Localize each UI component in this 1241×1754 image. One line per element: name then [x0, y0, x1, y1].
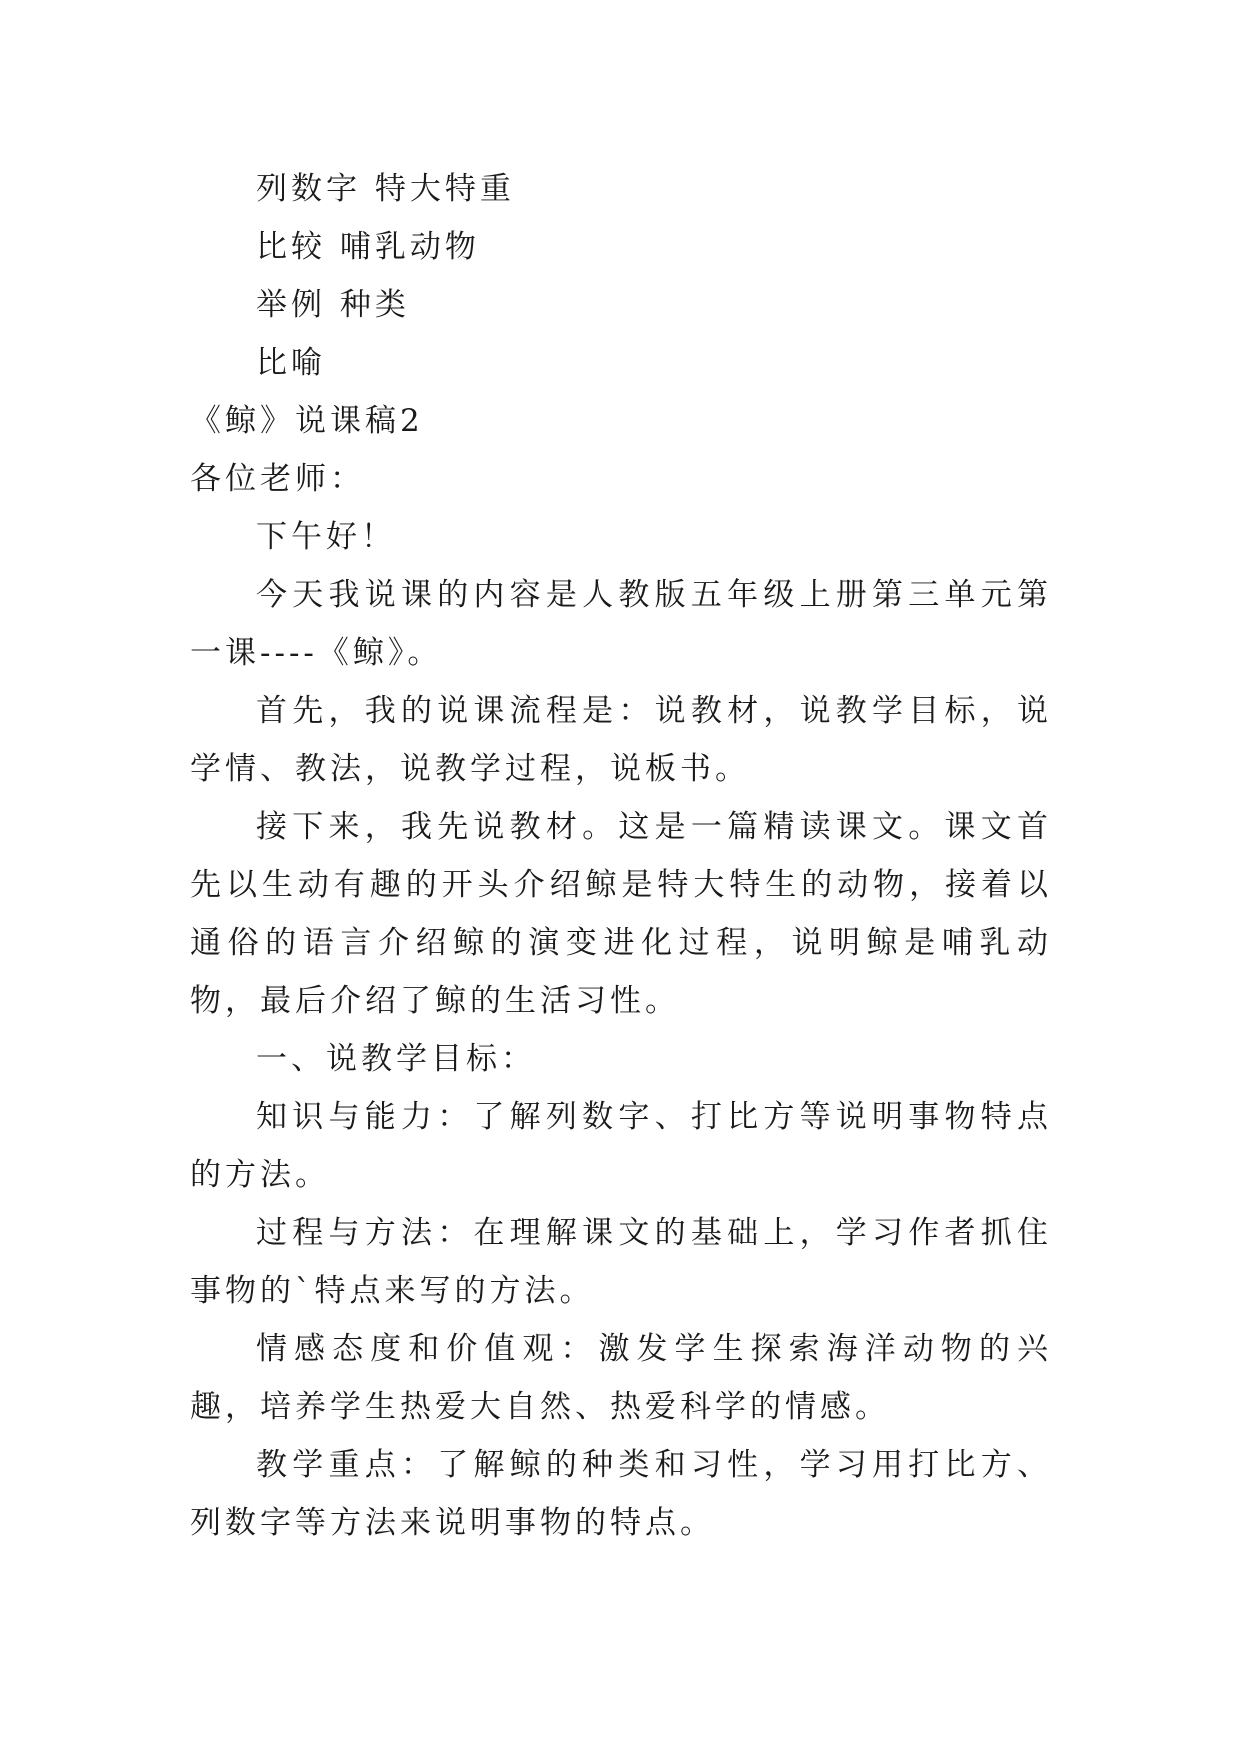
document-title: 《鲸》说课稿2: [190, 403, 424, 439]
greeting: 各位老师：: [190, 461, 365, 497]
paragraph: 知识与能力：了解列数字、打比方等说明事物特点的方法。: [190, 1099, 1052, 1193]
paragraph: 教学重点：了解鲸的种类和习性，学习用打比方、列数字等方法来说明事物的特点。: [190, 1447, 1052, 1541]
list-item: 比较 哺乳动物: [256, 229, 480, 265]
document-body: [190, 160, 1052, 1552]
list-item: 比喻: [256, 345, 326, 381]
paragraph: 首先，我的说课流程是：说教材，说教学目标，说学情、教法，说教学过程，说板书。: [190, 693, 1052, 787]
paragraph: 过程与方法：在理解课文的基础上，学习作者抓住事物的`特点来写的方法。: [190, 1215, 1052, 1309]
opening-line: 下午好！: [256, 519, 396, 555]
list-item: 举例 种类: [256, 287, 410, 323]
paragraph: 情感态度和价值观：激发学生探索海洋动物的兴趣，培养学生热爱大自然、热爱科学的情感。: [190, 1331, 1052, 1425]
paragraph: 今天我说课的内容是人教版五年级上册第三单元第一课----《鲸》。: [190, 577, 1052, 671]
paragraph: 接下来，我先说教材。这是一篇精读课文。课文首先以生动有趣的开头介绍鲸是特大特生的动物，接着以通俗的语言介绍鲸的演变进化过程，说明鲸是哺乳动物，最后介绍了鲸的生活习性。: [190, 809, 1052, 1019]
list-item: 列数字 特大特重: [256, 171, 515, 207]
section-heading: 一、说教学目标：: [256, 1041, 536, 1077]
